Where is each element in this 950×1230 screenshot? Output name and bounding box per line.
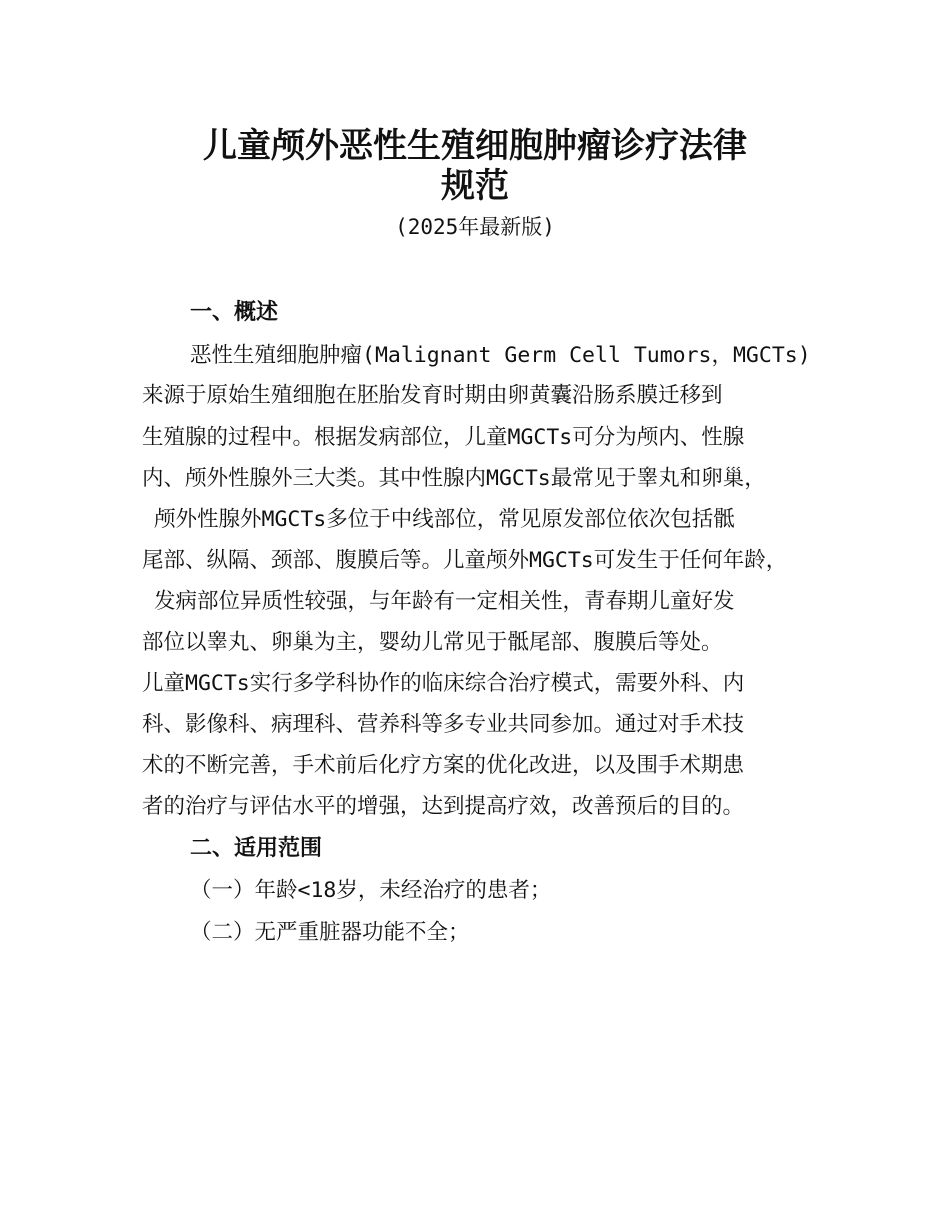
section-1-line: 颅外性腺外MGCTs多位于中线部位，常见原发部位依次包括骶 [154,507,735,532]
section-1-line: 内、颅外性腺外三大类。其中性腺内MGCTs最常见于睾丸和卵巢， [142,466,766,491]
section-1-line: 部位以睾丸、卵巢为主，婴幼儿常见于骶尾部、腹膜后等处。 [142,630,723,655]
document-title-line-1: 儿童颅外恶性生殖细胞肿瘤诊疗法律 [203,126,747,166]
section-1-line: 科、影像科、病理科、营养科等多专业共同参加。通过对手术技 [142,712,745,737]
section-1-line: 生殖腺的过程中。根据发病部位，儿童MGCTs可分为颅内、性腺 [142,425,745,450]
section-1-line: 来源于原始生殖细胞在胚胎发育时期由卵黄囊沿肠系膜迁移到 [142,383,723,408]
section-1-line: 尾部、纵隔、颈部、腹膜后等。儿童颅外MGCTs可发生于任何年龄， [142,548,788,573]
section-2-item: （一）年龄<18岁，未经治疗的患者； [190,878,552,903]
document-title-line-2: 规范 [441,166,509,206]
section-1-line: 恶性生殖细胞肿瘤(Malignant Germ Cell Tumors，MGCTs) [190,343,811,368]
section-1-line: 儿童MGCTs实行多学科协作的临床综合治疗模式，需要外科、内 [142,671,745,696]
section-2-heading: 二、适用范围 [190,836,323,861]
section-1-line: 术的不断完善，手术前后化疗方案的优化改进，以及围手术期患 [142,753,745,778]
section-1-line: 者的治疗与评估水平的增强，达到提高疗效，改善预后的目的。 [142,794,745,819]
section-1-heading: 一、概述 [190,300,279,325]
document-subtitle: (2025年最新版) [395,215,555,239]
section-1-line: 发病部位异质性较强，与年龄有一定相关性，青春期儿童好发 [154,589,735,614]
section-2-item: （二）无严重脏器功能不全； [190,920,470,945]
